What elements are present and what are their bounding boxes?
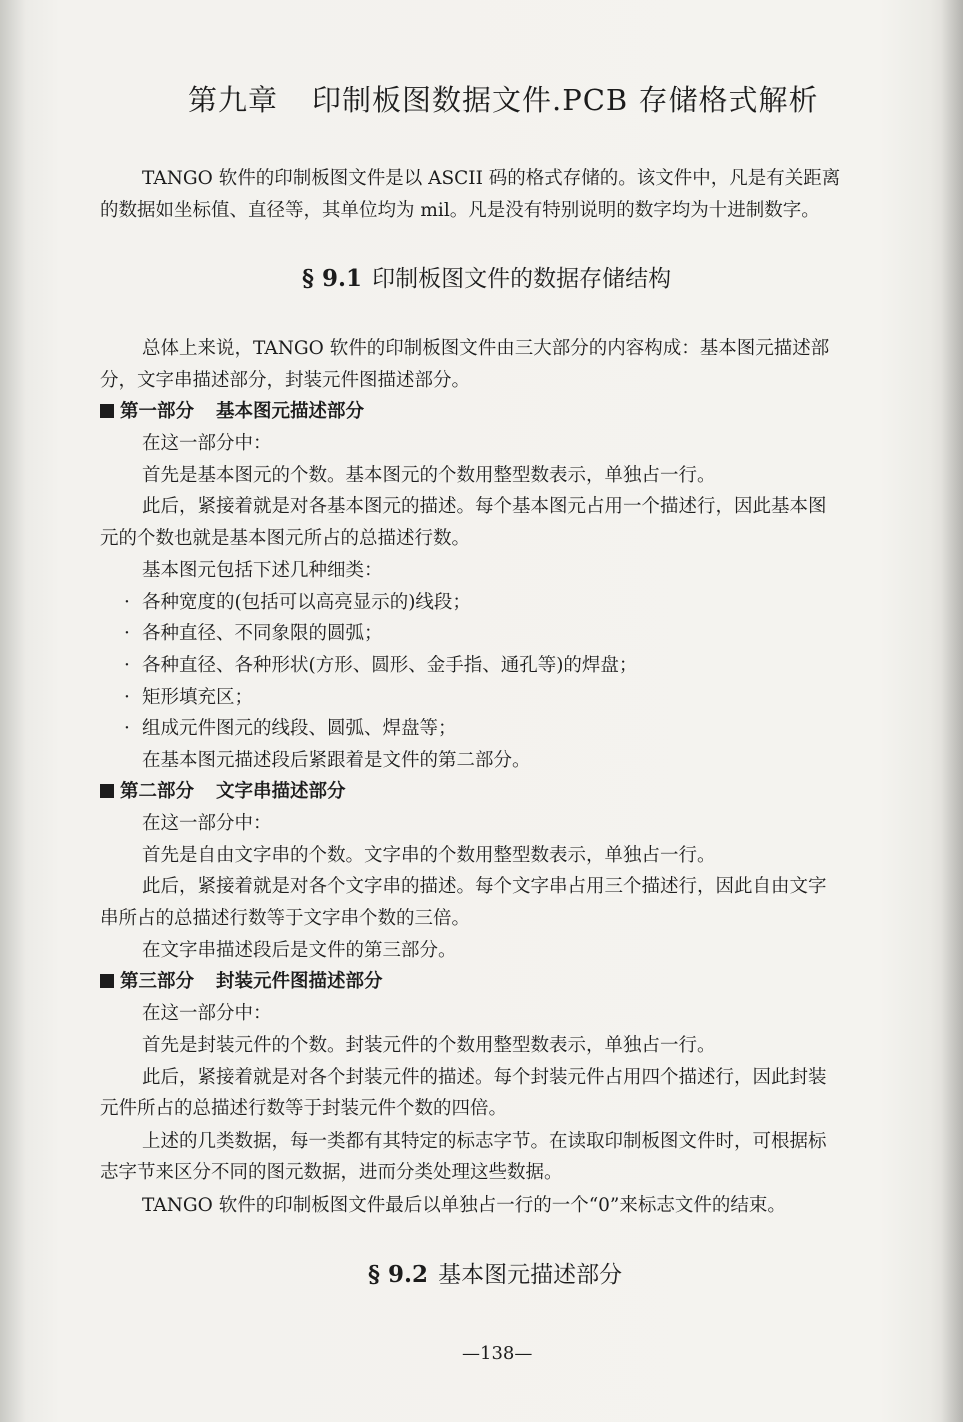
part-3-para-4-line-1: 上述的几类数据，每一类都有其特定的标志字节。在读取印制板图文件时，可根据标 xyxy=(142,1131,827,1152)
chapter-name: 印制板图数据文件.PCB 存储格式解析 xyxy=(312,83,819,117)
list-item-text: 各种直径、各种形状(方形、圆形、金手指、通孔等)的焊盘； xyxy=(142,655,638,676)
list-item-text: 组成元件图元的线段、圆弧、焊盘等； xyxy=(142,718,457,739)
bullet-mark: · xyxy=(124,592,130,613)
list-item xyxy=(124,650,637,682)
list-item xyxy=(124,713,457,745)
part-1-title: 基本图元描述部分 xyxy=(216,401,365,422)
section-heading-9-1 xyxy=(302,260,671,293)
page-edge-shadow xyxy=(941,0,963,1422)
part-1-para-1: 在这一部分中： xyxy=(142,433,272,454)
part-3-heading xyxy=(100,966,383,998)
section-title: 基本图元描述部分 xyxy=(438,1262,623,1288)
part-1-para-2: 首先是基本图元的个数。基本图元的个数用整型数表示，单独占一行。 xyxy=(142,465,716,486)
list-item xyxy=(124,682,253,714)
black-square-icon xyxy=(100,974,114,988)
bullet-mark: · xyxy=(124,623,130,644)
part-1-para-5: 在基本图元描述段后紧跟着是文件的第二部分。 xyxy=(142,750,531,771)
overview-line-2: 分，文字串描述部分，封装元件图描述部分。 xyxy=(100,370,471,391)
part-2-para-3-line-2: 串所占的总描述行数等于文字串个数的三倍。 xyxy=(100,908,471,929)
black-square-icon xyxy=(100,404,114,418)
bullet-mark: · xyxy=(124,687,130,708)
part-3-para-5: TANGO 软件的印制板图文件最后以单独占一行的一个“0”来标志文件的结束。 xyxy=(142,1195,786,1216)
part-3-para-4-line-2: 志字节来区分不同的图元数据，进而分类处理这些数据。 xyxy=(100,1162,563,1183)
section-heading-9-2 xyxy=(368,1256,622,1289)
part-2-para-2: 首先是自由文字串的个数。文字串的个数用整型数表示，单独占一行。 xyxy=(142,845,716,866)
part-1-heading xyxy=(100,396,364,428)
chapter-number: 第九章 xyxy=(188,83,279,117)
list-item-text: 矩形填充区； xyxy=(142,687,254,708)
bullet-mark: · xyxy=(124,655,130,676)
list-item xyxy=(124,618,383,650)
part-3-para-3-line-1: 此后，紧接着就是对各个封装元件的描述。每个封装元件占用四个描述行，因此封装 xyxy=(142,1067,827,1088)
part-1-para-3-line-2: 元的个数也就是基本图元所占的总描述行数。 xyxy=(100,528,471,549)
part-2-name: 第二部分 xyxy=(120,781,195,802)
section-number: § 9.1 xyxy=(302,265,363,292)
intro-line-1: TANGO 软件的印制板图文件是以 ASCII 码的格式存储的。该文件中，凡是有关距离 xyxy=(142,168,841,189)
list-item-text: 各种直径、不同象限的圆弧； xyxy=(142,623,383,644)
part-2-para-3-line-1: 此后，紧接着就是对各个文字串的描述。每个文字串占用三个描述行，因此自由文字 xyxy=(142,876,827,897)
part-1-para-3-line-1: 此后，紧接着就是对各基本图元的描述。每个基本图元占用一个描述行，因此基本图 xyxy=(142,496,827,517)
black-square-icon xyxy=(100,784,114,798)
list-item xyxy=(124,587,471,619)
part-3-para-3-line-2: 元件所占的总描述行数等于封装元件个数的四倍。 xyxy=(100,1098,508,1119)
part-3-para-1: 在这一部分中： xyxy=(142,1003,272,1024)
part-2-para-4: 在文字串描述段后是文件的第三部分。 xyxy=(142,940,457,961)
part-2-title: 文字串描述部分 xyxy=(216,781,346,802)
part-3-para-2: 首先是封装元件的个数。封装元件的个数用整型数表示，单独占一行。 xyxy=(142,1035,716,1056)
section-number: § 9.2 xyxy=(368,1261,429,1288)
bullet-mark: · xyxy=(124,718,130,739)
part-2-para-1: 在这一部分中： xyxy=(142,813,272,834)
part-2-heading xyxy=(100,776,346,808)
intro-line-2: 的数据如坐标值、直径等，其单位均为 mil。凡是没有特别说明的数字均为十进制数字。 xyxy=(100,200,820,221)
page-number: —138— xyxy=(462,1343,533,1364)
chapter-title xyxy=(188,78,818,119)
overview-line-1: 总体上来说，TANGO 软件的印制板图文件由三大部分的内容构成：基本图元描述部 xyxy=(142,338,830,359)
part-1-para-4: 基本图元包括下述几种细类： xyxy=(142,560,383,581)
list-item-text: 各种宽度的(包括可以高亮显示的)线段； xyxy=(142,592,471,613)
part-1-name: 第一部分 xyxy=(120,401,195,422)
part-3-title: 封装元件图描述部分 xyxy=(216,971,383,992)
section-title: 印制板图文件的数据存储结构 xyxy=(372,266,672,292)
part-3-name: 第三部分 xyxy=(120,971,195,992)
